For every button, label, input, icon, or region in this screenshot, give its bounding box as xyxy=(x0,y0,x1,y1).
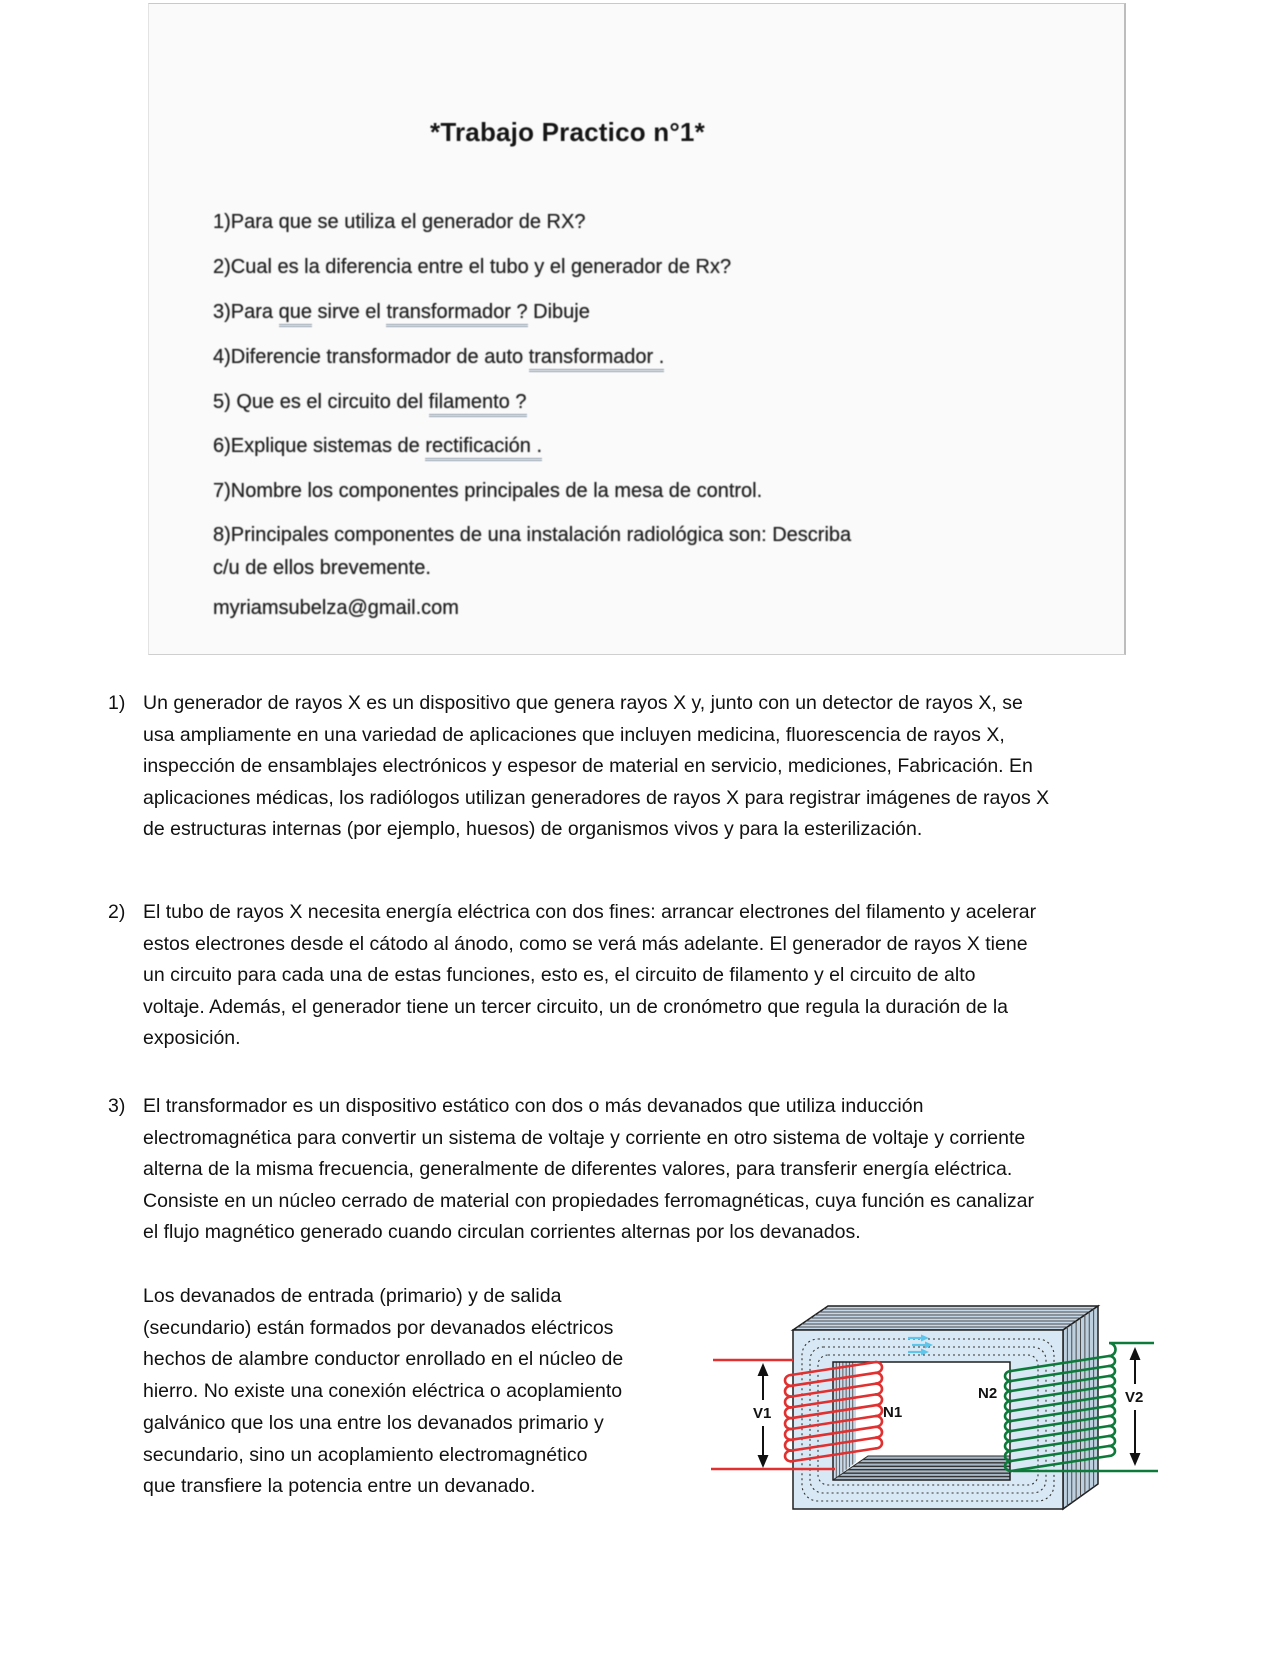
question-text: 5) Que es el circuito del xyxy=(213,391,429,413)
question-text: 6)Explique sistemas de xyxy=(213,435,426,457)
paragraph-line: galvánico que los una entre los devanados primario y xyxy=(143,1411,604,1434)
paragraph-line: hierro. No existe una conexión eléctrica o acoplamiento xyxy=(143,1380,623,1403)
answer-line: Un generador de rayos X es un dispositivo que genera rayos X y, junto con un detector de rayos X, se xyxy=(143,692,1023,714)
v2-label: V2 xyxy=(1125,1389,1144,1406)
answer-line: exposición. xyxy=(143,1027,241,1050)
answer-line: inspección de ensamblajes electrónicos y espesor de material en servicio, mediciones, Fabricación. En xyxy=(143,755,1033,778)
v2-dimension-arrow xyxy=(1130,1347,1141,1466)
answer-number: 1) xyxy=(108,692,126,714)
underlined-text: transformador . xyxy=(529,346,665,372)
secondary-lead-top xyxy=(1109,1343,1154,1356)
question-text: 1)Para que se utiliza el generador de RX? xyxy=(213,211,586,233)
answer-text xyxy=(143,688,1049,846)
question-text: sirve el xyxy=(311,301,387,323)
answer-line: electromagnética para convertir un sistema de voltaje y corriente en otro sistema de voltaje y corriente xyxy=(143,1126,1026,1149)
underlined-text: que xyxy=(279,301,312,327)
question-line xyxy=(213,557,431,580)
answer-line: alterna de la misma frecuencia, generalmente de diferentes valores, para transferir energía eléctrica. xyxy=(143,1158,1013,1181)
paragraph-line: (secundario) están formados por devanados eléctricos xyxy=(143,1316,614,1339)
answer-line: de estructuras internas (por ejemplo, huesos) de organismos vivos y para la esterilización. xyxy=(143,818,923,841)
question-line xyxy=(213,435,542,458)
question-text: 2)Cual es la diferencia entre el tubo y el generador de Rx? xyxy=(213,256,732,278)
paragraph-line: que transfiere la potencia entre un devanado. xyxy=(143,1475,536,1498)
answer-line: aplicaciones médicas, los radiólogos utilizan generadores de rayos X para registrar imágenes de rayos X xyxy=(143,786,1050,809)
email-address: myriamsubelza@gmail.com xyxy=(213,597,459,619)
answer-line: estos electrones desde el cátodo al ánodo, como se verá más adelante. El generador de rayos X tiene xyxy=(143,932,1028,955)
answer-line: voltaje. Además, el generador tiene un tercer circuito, un de cronómetro que regula la duración de la xyxy=(143,995,1009,1018)
answer-line: un circuito para cada una de estas funciones, esto es, el circuito de filamento y el circuito de alto xyxy=(143,964,976,987)
n1-label: N1 xyxy=(883,1404,903,1421)
answer-text xyxy=(143,897,1036,1055)
underlined-text: transformador ? xyxy=(386,301,527,327)
windings-paragraph xyxy=(143,1281,623,1503)
question-text: 8)Principales componentes de una instalación radiológica son: Describa xyxy=(213,524,852,546)
answer-line: El tubo de rayos X necesita energía eléctrica con dos fines: arrancar electrones del filamento y acelerar xyxy=(143,901,1037,923)
paragraph-line: secundario, sino un acoplamiento electromagnético xyxy=(143,1443,588,1466)
question-text: 7)Nombre los componentes principales de la mesa de control. xyxy=(213,480,763,502)
answer-line: Consiste en un núcleo cerrado de material con propiedades ferromagnéticas, cuya función es canalizar xyxy=(143,1189,1035,1212)
paragraph-line: Los devanados de entrada (primario) y de salida xyxy=(143,1285,562,1307)
n2-label: N2 xyxy=(978,1385,998,1402)
question-text: c/u de ellos brevemente. xyxy=(213,557,431,579)
question-line xyxy=(213,211,585,234)
question-text: Dibuje xyxy=(527,301,590,323)
question-text: 3)Para xyxy=(213,301,279,323)
question-line xyxy=(213,256,731,279)
question-line xyxy=(213,391,527,414)
answer-line: el flujo magnético generado cuando circulan corrientes alternas por los devanados. xyxy=(143,1221,861,1244)
answer-line: El transformador es un dispositivo estático con dos o más devanados que utiliza inducción xyxy=(143,1095,924,1117)
answer-number: 2) xyxy=(108,901,126,923)
paragraph-line: hechos de alambre conductor enrollado en el núcleo de xyxy=(143,1348,624,1371)
question-line xyxy=(213,346,664,369)
underlined-text: filamento ? xyxy=(429,391,527,417)
question-line xyxy=(213,524,851,547)
answer-number: 3) xyxy=(108,1095,126,1117)
underlined-text: rectificación . xyxy=(425,435,542,461)
v1-label: V1 xyxy=(753,1405,772,1422)
assignment-title: *Trabajo Practico n°1* xyxy=(430,117,705,147)
scanned-assignment-image xyxy=(148,3,1126,655)
question-line xyxy=(213,480,762,503)
answer-text xyxy=(143,1091,1034,1249)
answer-line: usa ampliamente en una variedad de aplicaciones que incluyen medicina, fluorescencia de rayos X, xyxy=(143,723,1005,746)
question-line xyxy=(213,301,590,324)
transformer-diagram xyxy=(695,1232,1175,1517)
question-text: 4)Diferencie transformador de auto xyxy=(213,346,529,368)
